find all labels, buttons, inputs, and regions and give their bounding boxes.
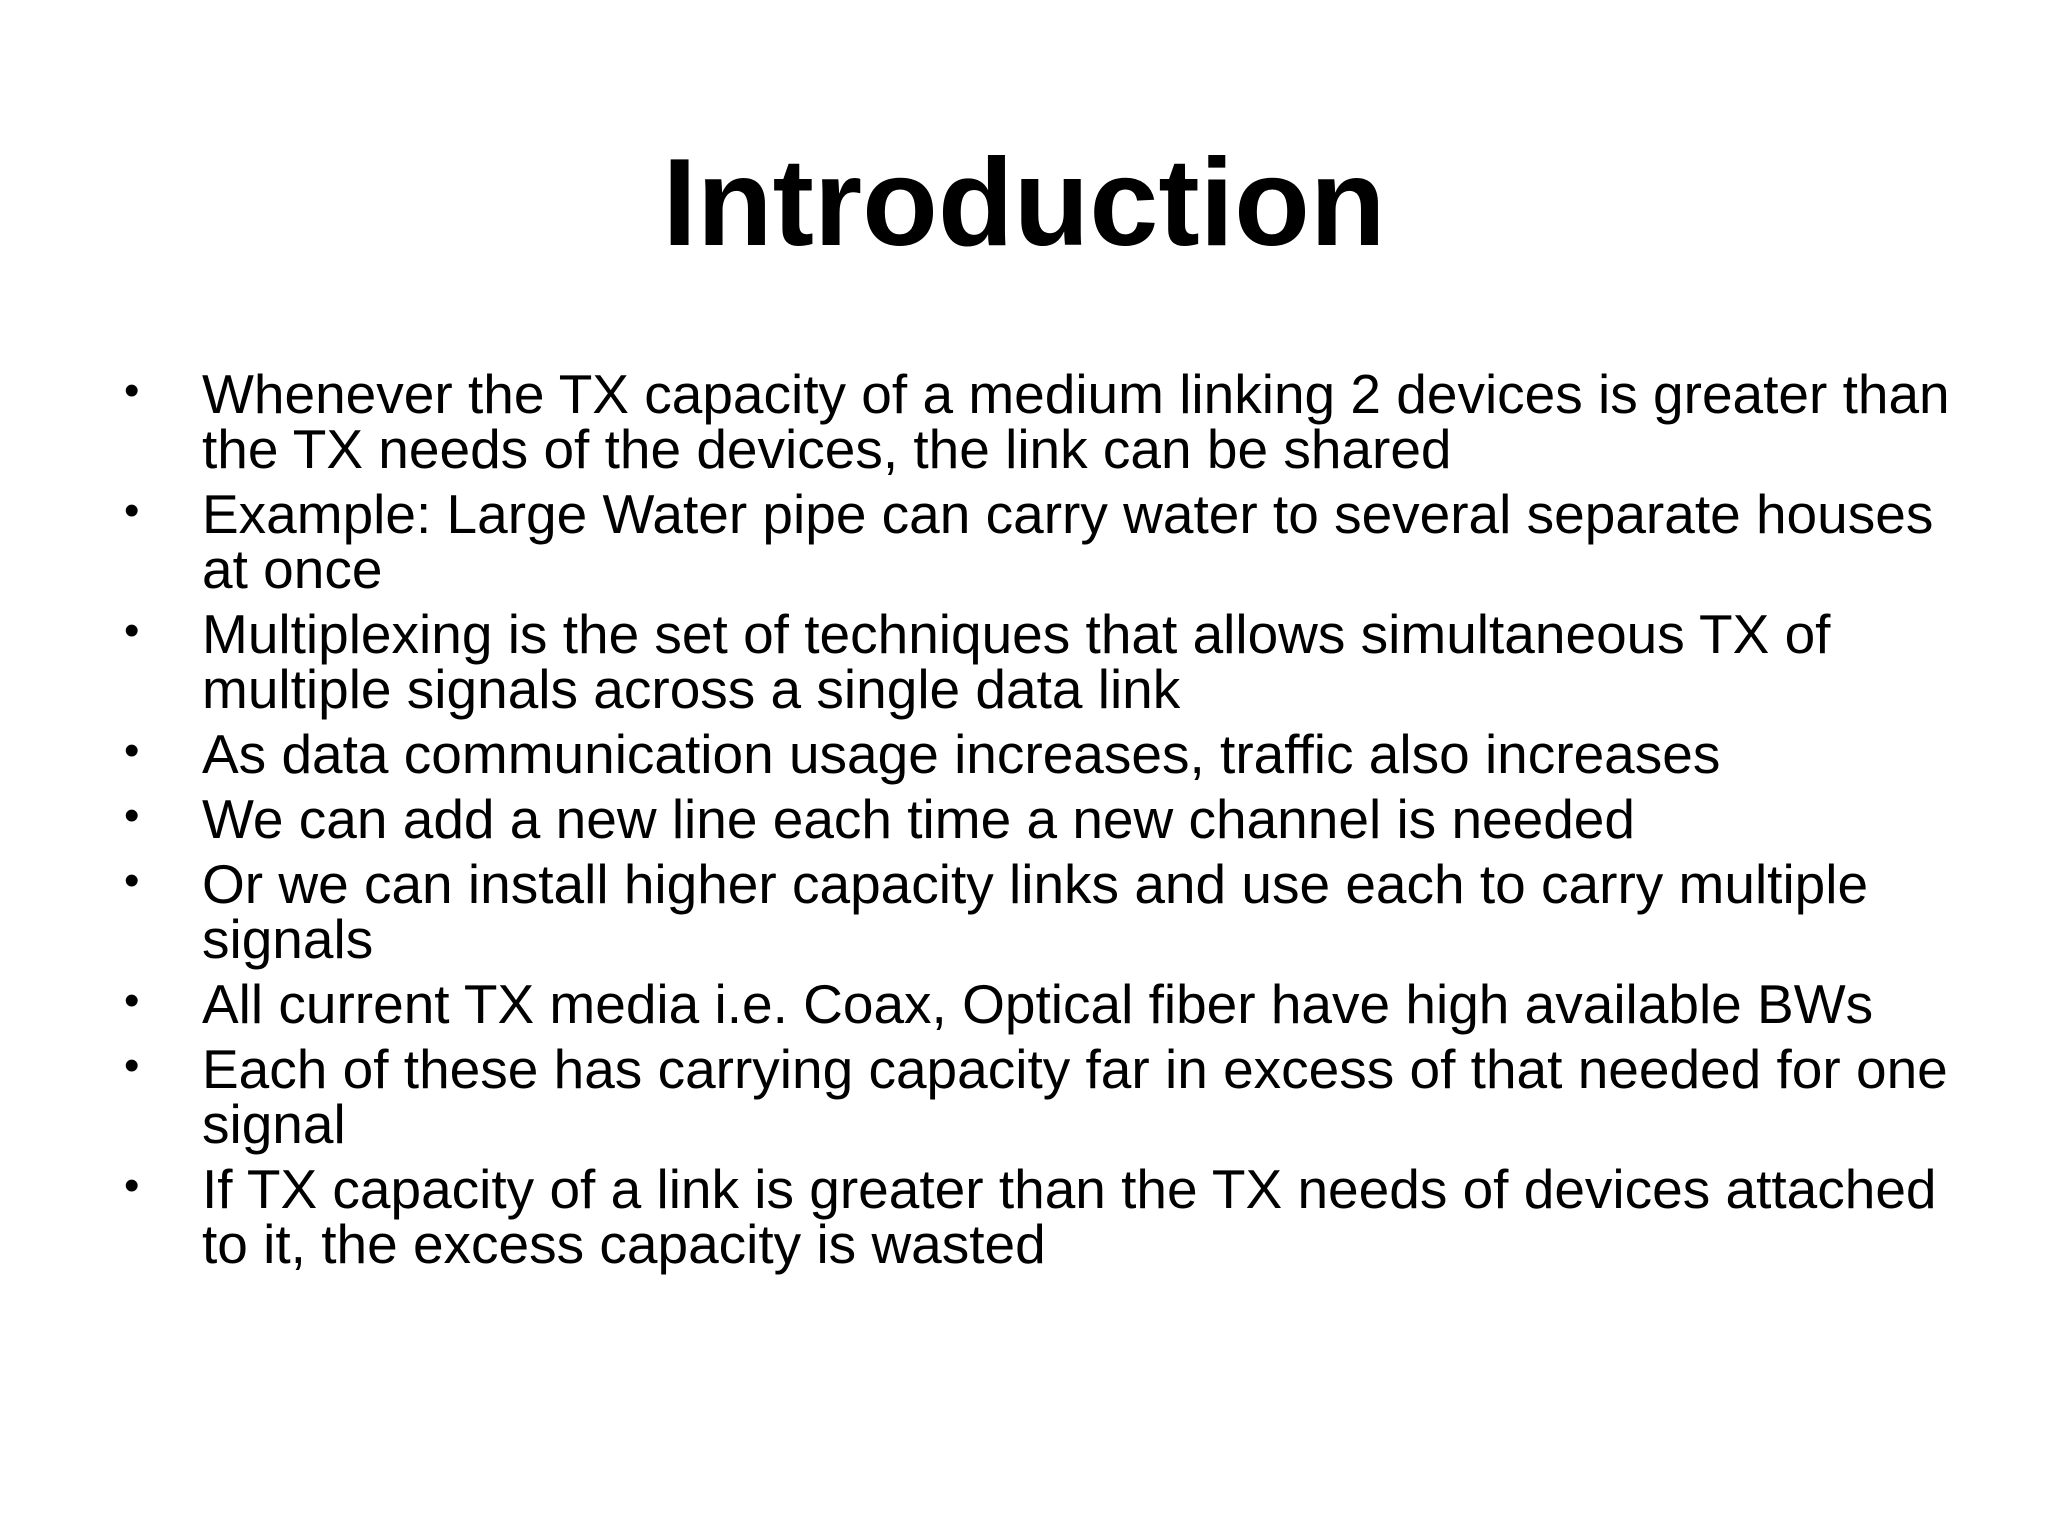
bullet-item — [0, 1158, 2048, 1275]
bullet-item — [0, 1038, 2048, 1155]
bullet-item — [0, 483, 2048, 600]
bullet-marker: • — [124, 486, 140, 535]
slide-title: Introduction — [662, 134, 1386, 272]
bullet-item — [0, 788, 2048, 850]
bullet-marker: • — [124, 366, 140, 415]
bullet-marker: • — [124, 606, 140, 655]
bullet-item — [0, 363, 2048, 480]
bullet-text: We can add a new line each time a new channel is needed — [202, 788, 1635, 850]
bullet-text: As data communication usage increases, traffic also increases — [202, 723, 1721, 785]
bullet-list — [0, 363, 2048, 1282]
bullet-text: Multiplexing is the set of techniques that allows simultaneous TX of multiple signals across a single data link — [202, 603, 1831, 720]
bullet-marker: • — [124, 856, 140, 905]
bullet-text: If TX capacity of a link is greater than the TX needs of devices attached to it, the excess capacity is wasted — [202, 1158, 1937, 1275]
bullet-text: Whenever the TX capacity of a medium linking 2 devices is greater than the TX needs of the devices, the link can be shared — [202, 363, 1950, 480]
bullet-marker: • — [124, 726, 140, 775]
bullet-marker: • — [124, 1161, 140, 1210]
bullet-item — [0, 603, 2048, 720]
bullet-text: Or we can install higher capacity links and use each to carry multiple signals — [202, 853, 1869, 970]
bullet-text: All current TX media i.e. Coax, Optical fiber have high available BWs — [202, 973, 1874, 1035]
bullet-marker: • — [124, 976, 140, 1025]
bullet-marker: • — [124, 791, 140, 840]
bullet-text: Example: Large Water pipe can carry water to several separate houses at once — [202, 483, 1934, 600]
bullet-marker: • — [124, 1041, 140, 1090]
bullet-item — [0, 853, 2048, 970]
bullet-item — [0, 723, 2048, 785]
bullet-item — [0, 973, 2048, 1035]
bullet-text: Each of these has carrying capacity far in excess of that needed for one signal — [202, 1038, 1948, 1155]
